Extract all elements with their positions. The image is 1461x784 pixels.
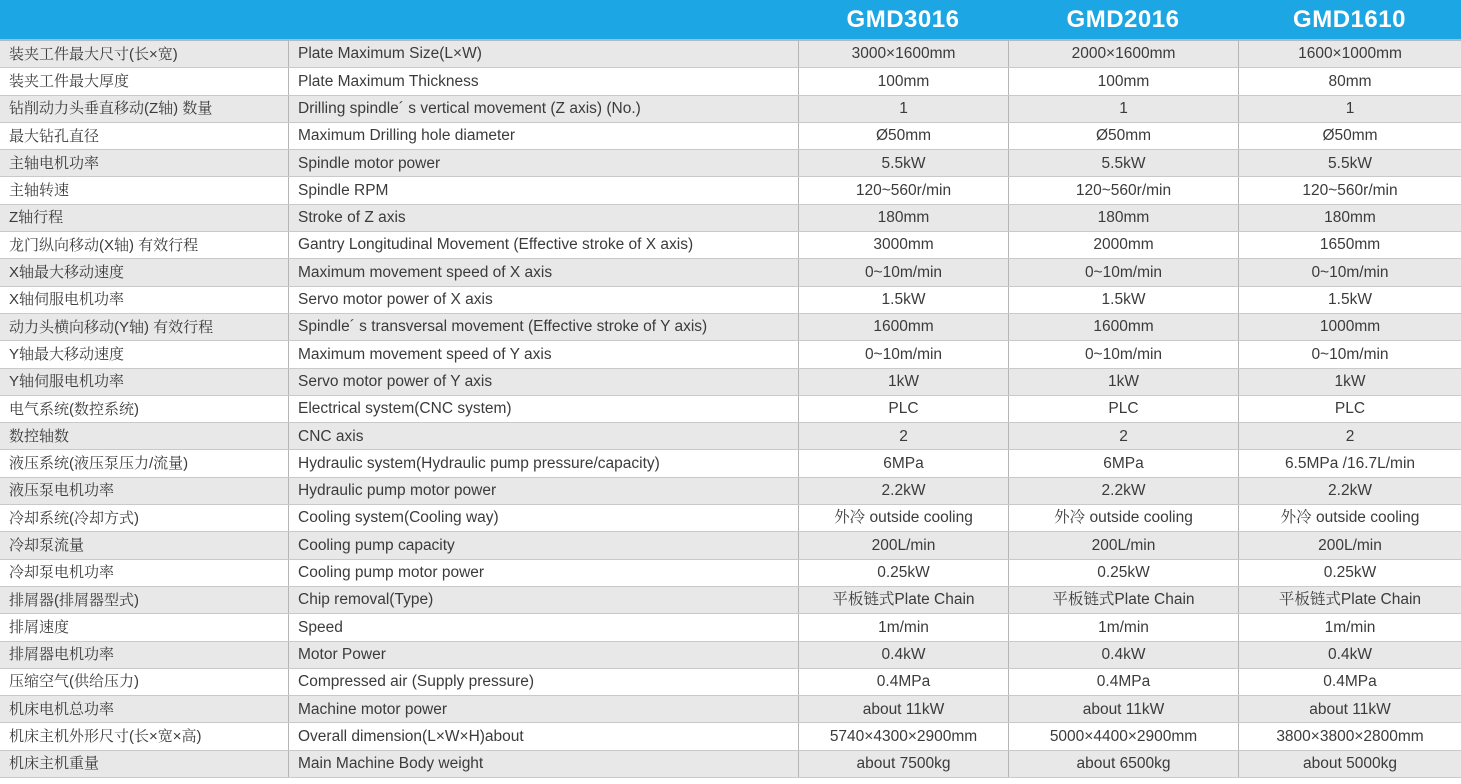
row-label-cn: 排屑器电机功率: [9, 646, 115, 664]
row-label-cn: 排屑速度: [9, 618, 70, 636]
row-value-gmd1610: 80mm: [1238, 68, 1461, 94]
row-value-gmd3016: 0.25kW: [798, 560, 1008, 586]
table-row: [0, 232, 1461, 259]
row-value-gmd1610: 200L/min: [1238, 532, 1461, 558]
row-label-en: Speed: [288, 614, 798, 640]
row-label-en: Stroke of Z axis: [288, 205, 798, 231]
row-value-gmd2016: 100mm: [1008, 68, 1238, 94]
table-row: [0, 478, 1461, 505]
row-label-cn: 压缩空气(供给压力): [9, 673, 139, 691]
row-value-gmd2016: about 6500kg: [1008, 751, 1238, 777]
row-value-gmd1610: 1m/min: [1238, 614, 1461, 640]
row-value-gmd1610: Ø50mm: [1238, 123, 1461, 149]
row-value-gmd1610: about 5000kg: [1238, 751, 1461, 777]
row-value-gmd2016: 0~10m/min: [1008, 341, 1238, 367]
row-label-cn: 最大钻孔直径: [9, 127, 100, 145]
row-value-gmd1610: 0.4kW: [1238, 642, 1461, 668]
table-row: [0, 123, 1461, 150]
table-row: [0, 505, 1461, 532]
row-value-gmd2016: 1600mm: [1008, 314, 1238, 340]
row-value-gmd2016: 1m/min: [1008, 614, 1238, 640]
row-value-gmd2016: PLC: [1008, 396, 1238, 422]
row-label-cn: 主轴转速: [9, 182, 70, 200]
row-label-en: Maximum Drilling hole diameter: [288, 123, 798, 149]
row-label-en: Servo motor power of X axis: [288, 287, 798, 313]
row-value-gmd2016: 2.2kW: [1008, 478, 1238, 504]
row-value-gmd2016: 平板链式Plate Chain: [1008, 587, 1238, 613]
row-value-gmd3016: 1: [798, 96, 1008, 122]
row-value-gmd3016: 平板链式Plate Chain: [798, 587, 1008, 613]
row-value-gmd3016: Ø50mm: [798, 123, 1008, 149]
row-label-en: Hydraulic pump motor power: [288, 478, 798, 504]
table-row: [0, 751, 1461, 778]
row-label-en: Spindle´ s transversal movement (Effective stroke of Y axis): [288, 314, 798, 340]
row-label-en: Maximum movement speed of X axis: [288, 259, 798, 285]
table-row: [0, 532, 1461, 559]
spec-rows: [0, 41, 1461, 778]
table-row: [0, 177, 1461, 204]
row-value-gmd3016: 2.2kW: [798, 478, 1008, 504]
row-label-en: Cooling system(Cooling way): [288, 505, 798, 531]
row-value-gmd1610: 1000mm: [1238, 314, 1461, 340]
row-value-gmd1610: 3800×3800×2800mm: [1238, 723, 1461, 749]
table-row: [0, 96, 1461, 123]
model-column-header-gmd3016: GMD3016: [846, 5, 960, 33]
row-value-gmd3016: about 11kW: [798, 696, 1008, 722]
row-label-cn: Z轴行程: [9, 209, 64, 227]
row-value-gmd2016: 0.4kW: [1008, 642, 1238, 668]
row-value-gmd1610: 6.5MPa /16.7L/min: [1238, 450, 1461, 476]
row-label-cn: X轴伺服电机功率: [9, 291, 125, 309]
row-value-gmd3016: 180mm: [798, 205, 1008, 231]
row-label-cn: 装夹工件最大厚度: [9, 72, 130, 90]
row-value-gmd1610: 0~10m/min: [1238, 341, 1461, 367]
row-value-gmd1610: 平板链式Plate Chain: [1238, 587, 1461, 613]
row-value-gmd3016: 5740×4300×2900mm: [798, 723, 1008, 749]
row-value-gmd1610: 2: [1238, 423, 1461, 449]
row-value-gmd3016: about 7500kg: [798, 751, 1008, 777]
row-value-gmd1610: 120~560r/min: [1238, 177, 1461, 203]
model-column-header-gmd1610: GMD1610: [1293, 5, 1406, 33]
table-row: [0, 396, 1461, 423]
row-value-gmd1610: 180mm: [1238, 205, 1461, 231]
row-value-gmd3016: 120~560r/min: [798, 177, 1008, 203]
row-value-gmd2016: 1: [1008, 96, 1238, 122]
row-value-gmd2016: 5.5kW: [1008, 150, 1238, 176]
row-value-gmd1610: about 11kW: [1238, 696, 1461, 722]
row-value-gmd2016: 0.25kW: [1008, 560, 1238, 586]
row-value-gmd1610: 0~10m/min: [1238, 259, 1461, 285]
row-label-cn: 排屑器(排屑器型式): [9, 591, 139, 609]
row-value-gmd3016: 1.5kW: [798, 287, 1008, 313]
row-value-gmd3016: 1kW: [798, 369, 1008, 395]
row-label-cn: 机床主机外形尺寸(长×宽×高): [9, 728, 202, 746]
table-row: [0, 205, 1461, 232]
model-header-bar: [0, 0, 1461, 41]
row-value-gmd3016: 2: [798, 423, 1008, 449]
row-label-cn: 电气系统(数控系统): [9, 400, 139, 418]
row-value-gmd1610: 1650mm: [1238, 232, 1461, 258]
row-label-cn: 数控轴数: [9, 427, 70, 445]
row-label-en: Chip removal(Type): [288, 587, 798, 613]
row-value-gmd2016: 200L/min: [1008, 532, 1238, 558]
row-label-cn: 液压泵电机功率: [9, 482, 115, 500]
table-row: [0, 587, 1461, 614]
row-label-cn: 机床电机总功率: [9, 700, 115, 718]
row-label-en: CNC axis: [288, 423, 798, 449]
row-value-gmd2016: 180mm: [1008, 205, 1238, 231]
row-label-en: Electrical system(CNC system): [288, 396, 798, 422]
row-value-gmd2016: 120~560r/min: [1008, 177, 1238, 203]
row-value-gmd3016: 0~10m/min: [798, 341, 1008, 367]
table-row: [0, 696, 1461, 723]
row-value-gmd2016: 0~10m/min: [1008, 259, 1238, 285]
row-label-en: Hydraulic system(Hydraulic pump pressure/capacity): [288, 450, 798, 476]
table-row: [0, 669, 1461, 696]
row-value-gmd3016: 0~10m/min: [798, 259, 1008, 285]
table-row: [0, 259, 1461, 286]
table-row: [0, 723, 1461, 750]
row-label-cn: 动力头横向移动(Y轴) 有效行程: [9, 318, 214, 336]
row-value-gmd1610: 1600×1000mm: [1238, 41, 1461, 67]
row-label-cn: 冷却系统(冷却方式): [9, 509, 139, 527]
row-value-gmd1610: 5.5kW: [1238, 150, 1461, 176]
table-row: [0, 423, 1461, 450]
row-value-gmd2016: 2000×1600mm: [1008, 41, 1238, 67]
row-value-gmd1610: 2.2kW: [1238, 478, 1461, 504]
row-value-gmd1610: 1.5kW: [1238, 287, 1461, 313]
row-label-en: Gantry Longitudinal Movement (Effective stroke of X axis): [288, 232, 798, 258]
row-value-gmd3016: 1600mm: [798, 314, 1008, 340]
row-value-gmd3016: 5.5kW: [798, 150, 1008, 176]
row-value-gmd1610: 0.4MPa: [1238, 669, 1461, 695]
table-row: [0, 287, 1461, 314]
row-value-gmd3016: 0.4MPa: [798, 669, 1008, 695]
row-value-gmd1610: PLC: [1238, 396, 1461, 422]
table-row: [0, 314, 1461, 341]
row-label-cn: 钻削动力头垂直移动(Z轴) 数量: [9, 100, 213, 118]
table-row: [0, 614, 1461, 641]
row-label-en: Spindle RPM: [288, 177, 798, 203]
row-label-cn: 冷却泵电机功率: [9, 564, 115, 582]
row-value-gmd2016: 2000mm: [1008, 232, 1238, 258]
table-row: [0, 68, 1461, 95]
row-value-gmd2016: 6MPa: [1008, 450, 1238, 476]
row-label-en: Cooling pump capacity: [288, 532, 798, 558]
row-value-gmd1610: 0.25kW: [1238, 560, 1461, 586]
table-row: [0, 450, 1461, 477]
row-value-gmd3016: 6MPa: [798, 450, 1008, 476]
row-value-gmd3016: PLC: [798, 396, 1008, 422]
row-value-gmd2016: 1kW: [1008, 369, 1238, 395]
row-value-gmd2016: 5000×4400×2900mm: [1008, 723, 1238, 749]
row-label-cn: Y轴最大移动速度: [9, 345, 125, 363]
row-value-gmd2016: 外冷 outside cooling: [1008, 505, 1238, 531]
table-row: [0, 560, 1461, 587]
table-row: [0, 642, 1461, 669]
row-label-cn: 装夹工件最大尺寸(长×宽): [9, 45, 178, 63]
row-label-en: Spindle motor power: [288, 150, 798, 176]
row-value-gmd3016: 3000×1600mm: [798, 41, 1008, 67]
row-label-en: Compressed air (Supply pressure): [288, 669, 798, 695]
table-row: [0, 369, 1461, 396]
row-value-gmd2016: 0.4MPa: [1008, 669, 1238, 695]
row-value-gmd3016: 1m/min: [798, 614, 1008, 640]
row-label-cn: 冷却泵流量: [9, 536, 85, 554]
row-value-gmd2016: 1.5kW: [1008, 287, 1238, 313]
row-value-gmd3016: 3000mm: [798, 232, 1008, 258]
row-value-gmd3016: 0.4kW: [798, 642, 1008, 668]
row-value-gmd3016: 100mm: [798, 68, 1008, 94]
row-value-gmd1610: 外冷 outside cooling: [1238, 505, 1461, 531]
row-label-en: Motor Power: [288, 642, 798, 668]
row-value-gmd2016: Ø50mm: [1008, 123, 1238, 149]
row-label-en: Overall dimension(L×W×H)about: [288, 723, 798, 749]
row-label-en: Machine motor power: [288, 696, 798, 722]
header-spacer: [0, 0, 798, 39]
table-row: [0, 150, 1461, 177]
row-value-gmd2016: about 11kW: [1008, 696, 1238, 722]
row-label-cn: X轴最大移动速度: [9, 264, 125, 282]
row-label-en: Cooling pump motor power: [288, 560, 798, 586]
row-label-cn: 机床主机重量: [9, 755, 100, 773]
row-label-cn: 液压系统(液压泵压力/流量): [9, 455, 189, 473]
row-value-gmd3016: 外冷 outside cooling: [798, 505, 1008, 531]
row-value-gmd1610: 1kW: [1238, 369, 1461, 395]
row-label-cn: 龙门纵向移动(X轴) 有效行程: [9, 236, 199, 254]
row-value-gmd3016: 200L/min: [798, 532, 1008, 558]
table-row: [0, 41, 1461, 68]
row-value-gmd1610: 1: [1238, 96, 1461, 122]
row-value-gmd2016: 2: [1008, 423, 1238, 449]
model-column-header-gmd2016: GMD2016: [1066, 5, 1180, 33]
table-row: [0, 341, 1461, 368]
row-label-cn: 主轴电机功率: [9, 154, 100, 172]
row-label-en: Maximum movement speed of Y axis: [288, 341, 798, 367]
row-label-en: Plate Maximum Thickness: [288, 68, 798, 94]
row-label-en: Drilling spindle´ s vertical movement (Z axis) (No.): [288, 96, 798, 122]
row-label-en: Servo motor power of Y axis: [288, 369, 798, 395]
row-label-en: Plate Maximum Size(L×W): [288, 41, 798, 67]
row-label-en: Main Machine Body weight: [288, 751, 798, 777]
row-label-cn: Y轴伺服电机功率: [9, 373, 125, 391]
